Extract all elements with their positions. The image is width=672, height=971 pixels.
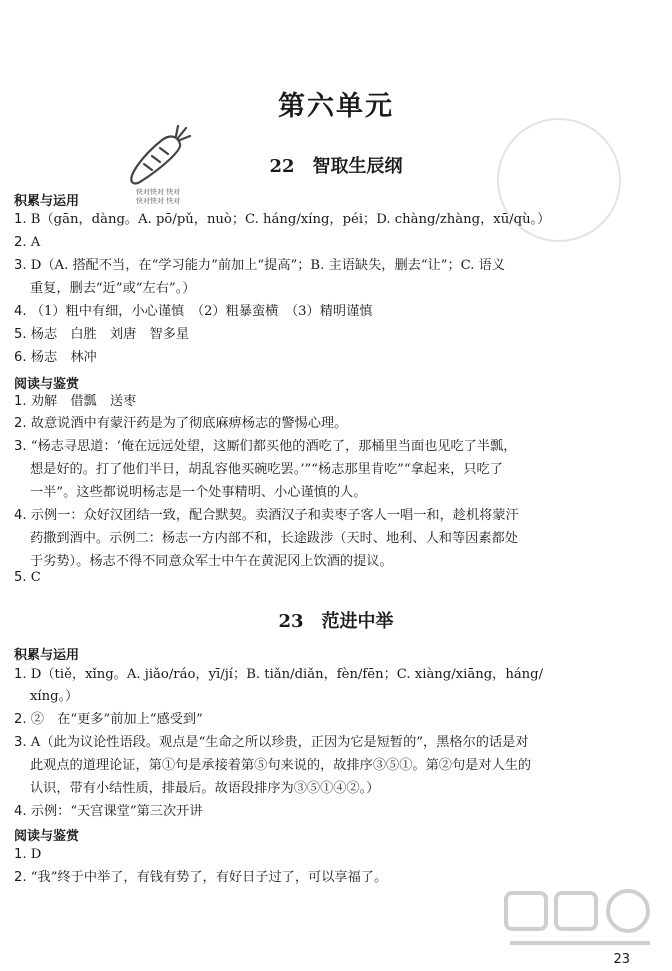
list-item: 5. 杨志 白胜 刘唐 智多星: [14, 327, 190, 342]
section-heading: 阅读与鉴赏: [14, 377, 80, 392]
list-item: 6. 杨志 林冲: [14, 350, 97, 365]
list-item: 2. “我”终于中举了，有钱有势了，有好日子过了，可以享福了。: [14, 870, 388, 885]
list-item: 2. ② 在“更多”前加上“感受到”: [14, 712, 203, 727]
list-item: 1. D: [14, 847, 42, 862]
list-item-continuation: 想是好的。打了他们半日，胡乱容他买碗吃罢。’”“杨志那里肯吃”“拿起来，只吃了: [30, 462, 503, 477]
list-item: 1. 劝解 借瓢 送枣: [14, 394, 137, 409]
section-heading: 积累与运用: [14, 648, 80, 663]
section-heading: 积累与运用: [14, 194, 80, 209]
lesson-number: 23: [278, 611, 304, 632]
lesson-title: [0, 152, 672, 178]
list-item: 4. 示例一：众好汉团结一致，配合默契。卖酒汉子和卖枣子客人一唱一和，趁机将蒙汗: [14, 508, 519, 523]
unit-title: 第六单元: [278, 91, 394, 122]
list-item: 2. 故意说酒中有蒙汗药是为了彻底麻痹杨志的警惕心理。: [14, 416, 348, 431]
lesson-number: 22: [269, 156, 295, 177]
stamp-text: 快对快对 快对 快对快对 快对: [136, 188, 181, 205]
list-item-continuation: 药撒到酒中。示例二：杨志一方内部不和，长途跋涉（天时、地利、人和等因素都处: [30, 531, 518, 546]
list-item: 1. D（tiě，xǐng。A. jiǎo/ráo，yī/jí；B. tiǎn/diǎn，fèn/fēn；C. xiàng/xiāng，háng/: [14, 667, 544, 682]
list-item-continuation: 一半”。这些都说明杨志是一个处事精明、小心谨慎的人。: [30, 485, 367, 500]
section-heading: 阅读与鉴赏: [14, 829, 80, 844]
list-item-continuation: xíng。）: [30, 689, 79, 704]
list-item-continuation: 重复，删去“近”或“左右”。）: [30, 281, 196, 296]
lesson-name: 智取生辰纲: [312, 156, 403, 177]
lesson-name: 范进中举: [321, 611, 394, 632]
list-item: 3. A（此为议论性语段。观点是“生命之所以珍贵，正因为它是短暂的”，黑格尔的话是对: [14, 735, 529, 750]
list-item-continuation: 此观点的道理论证，第①句是承接着第⑤句来说的，故排序③⑤①。第②句是对人生的: [30, 758, 532, 773]
list-item: 2. A: [14, 235, 41, 250]
list-item: 1. B（gān，dàng。A. pō/pǔ，nuò；C. háng/xíng，péi；D. chàng/zhàng，xū/qù。）: [14, 212, 551, 227]
lesson-title: [0, 607, 672, 633]
list-item: 3. D（A. 搭配不当，在“学习能力”前加上“提高”；B. 主语缺失，删去“让”；C. 语义: [14, 258, 506, 273]
list-item-continuation: 认识，带有小结性质，排最后。故语段排序为③⑤①④②。）: [30, 781, 380, 796]
list-item-continuation: 于劣势）。杨志不得不同意众军士中午在黄泥冈上饮酒的提议。: [30, 554, 393, 569]
list-item: 3. “杨志寻思道：‘俺在远远处望，这厮们都买他的酒吃了，那桶里当面也见吃了半瓢，: [14, 439, 517, 454]
list-item: 4. （1）粗中有细，小心谨慎 （2）粗暴蛮横 （3）精明谨慎: [14, 304, 373, 319]
watermark-logo-icon: [500, 885, 665, 965]
list-item: 4. 示例：“天宫课堂”第三次开讲: [14, 804, 203, 819]
page-number: 23: [613, 952, 630, 967]
list-item: 5. C: [14, 570, 41, 585]
